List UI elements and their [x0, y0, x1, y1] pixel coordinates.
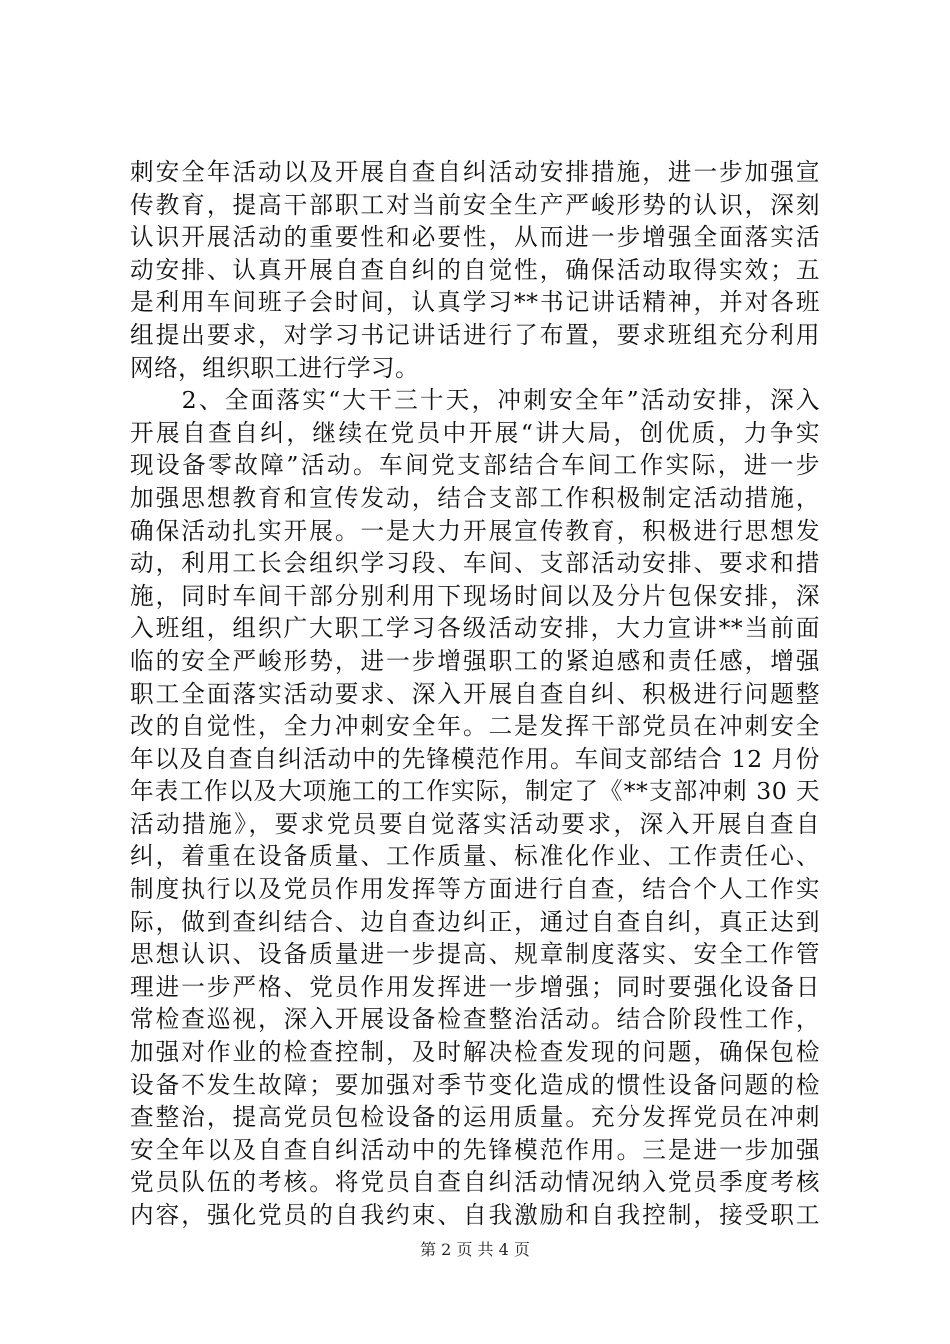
- text-line: 安全年以及自查自纠活动中的先锋模范作用。三是进一步加强: [130, 1135, 820, 1164]
- text-line: 内容，强化党员的自我约束、自我激励和自我控制，接受职工: [130, 1201, 820, 1229]
- text-line: 加强思想教育和宣传发动，结合支部工作积极制定活动措施，: [130, 483, 820, 512]
- text-line: 思想认识、设备质量进一步提高、规章制度落实、安全工作管: [130, 940, 820, 969]
- text-line: 际，做到查纠结合、边自查边纠正，通过自查自纠，真正达到: [130, 907, 820, 936]
- text-line: 现设备零故障”活动。车间党支部结合车间工作实际，进一步: [130, 451, 820, 480]
- page-number: 第 2 页 共 4 页: [420, 1240, 530, 1259]
- document-body: [130, 156, 820, 1232]
- page-footer: [0, 1240, 950, 1260]
- text-line: 理进一步严格、党员作用发挥进一步增强；同时要强化设备日: [130, 972, 820, 1001]
- text-line: 开展自查自纠，继续在党员中开展“讲大局，创优质，力争实: [130, 418, 820, 447]
- text-line: 纠，着重在设备质量、工作质量、标准化作业、工作责任心、: [130, 842, 820, 871]
- text-line: 年以及自查自纠活动中的先锋模范作用。车间支部结合 12 月份: [130, 744, 820, 773]
- text-line: 制度执行以及党员作用发挥等方面进行自查，结合个人工作实: [130, 875, 820, 904]
- text-line: 党员队伍的考核。将党员自查自纠活动情况纳入党员季度考核: [130, 1168, 820, 1197]
- text-line: 入班组，组织广大职工学习各级活动安排，大力宣讲**当前面: [130, 614, 820, 643]
- text-line: 是利用车间班子会时间，认真学习**书记讲话精神，并对各班: [130, 288, 820, 317]
- text-line: 网络，组织职工进行学习。: [130, 353, 420, 382]
- text-line: 设备不发生故障；要加强对季节变化造成的惯性设备问题的检: [130, 1070, 820, 1099]
- text-line: 传教育，提高干部职工对当前安全生产严峻形势的认识，深刻: [130, 190, 820, 219]
- text-line: 年表工作以及大项施工的工作实际，制定了《**支部冲刺 30 天: [130, 777, 820, 806]
- text-line: 加强对作业的检查控制，及时解决检查发现的问题，确保包检: [130, 1038, 820, 1067]
- text-line: 活动措施》，要求党员要自觉落实活动要求，深入开展自查自: [130, 809, 820, 838]
- text-line: 2、全面落实“大干三十天，冲刺安全年”活动安排，深入: [130, 386, 820, 415]
- text-line: 确保活动扎实开展。一是大力开展宣传教育，积极进行思想发: [130, 516, 820, 545]
- text-line: 动，利用工长会组织学习段、车间、支部活动安排、要求和措: [130, 549, 820, 578]
- text-line: 组提出要求，对学习书记讲话进行了布置，要求班组充分利用: [130, 320, 820, 349]
- text-line: 改的自觉性，全力冲刺安全年。二是发挥干部党员在冲刺安全: [130, 712, 820, 741]
- text-line: 施，同时车间干部分别利用下现场时间以及分片包保安排，深: [130, 581, 820, 610]
- text-line: 职工全面落实活动要求、深入开展自查自纠、积极进行问题整: [130, 679, 820, 708]
- text-line: 刺安全年活动以及开展自查自纠活动安排措施，进一步加强宣: [130, 158, 820, 186]
- text-line: 认识开展活动的重要性和必要性，从而进一步增强全面落实活: [130, 223, 820, 252]
- text-line: 常检查巡视，深入开展设备检查整治活动。结合阶段性工作，: [130, 1005, 820, 1034]
- text-line: 临的安全严峻形势，进一步增强职工的紧迫感和责任感，增强: [130, 646, 820, 675]
- text-line: 查整治，提高党员包检设备的运用质量。充分发挥党员在冲刺: [130, 1103, 820, 1132]
- text-line: 动安排、认真开展自查自纠的自觉性，确保活动取得实效；五: [130, 255, 820, 284]
